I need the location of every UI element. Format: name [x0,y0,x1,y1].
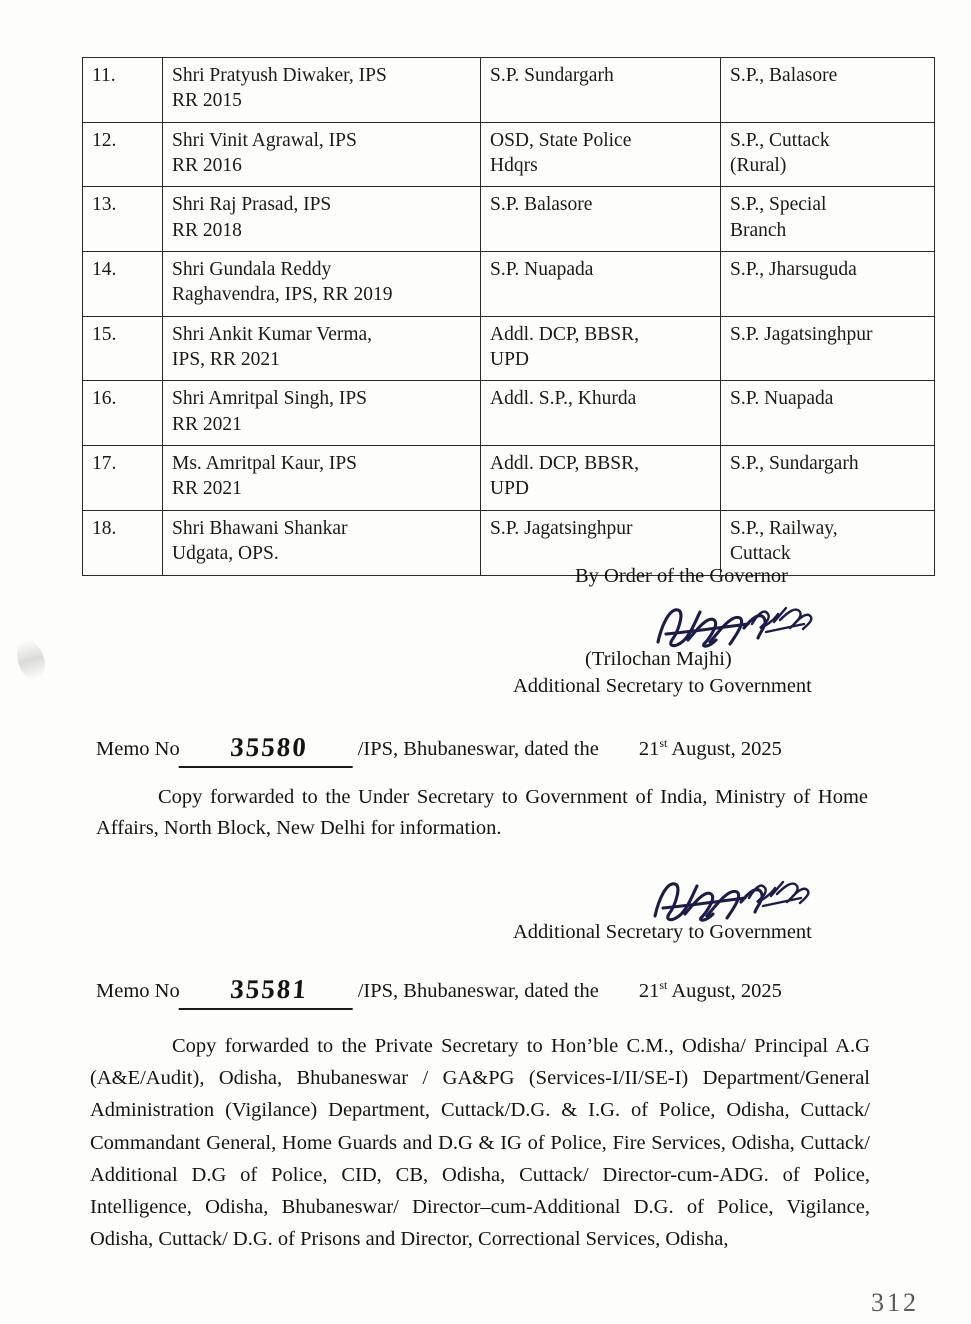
cell-to-line2: Branch [730,219,787,241]
cell-name-line2: RR 2016 [172,155,242,177]
signatory-title: Additional Secretary to Government [513,675,812,697]
cell-sl: 16. [83,381,163,446]
cell-from-line1: S.P. Jagatsinghpur [490,517,633,539]
signatory-name: (Trilochan Majhi) [585,648,732,670]
memo-day-suffix: st [659,978,668,993]
cell-name-line1: Shri Pratyush Diwaker, IPS [172,65,387,86]
cell-present-posting [481,58,721,123]
cell-sl: 17. [83,446,163,511]
cell-name [163,187,481,252]
cell-sl: 11. [83,58,163,123]
cell-new-posting [721,252,935,317]
memo-month-year: August, 2025 [671,980,782,1002]
cell-name-line1: Shri Vinit Agrawal, IPS [172,129,357,151]
memo-day-suffix: st [659,736,668,751]
cell-new-posting [721,316,935,381]
cell-name-line1: Ms. Amritpal Kaur, IPS [172,453,358,475]
cell-present-posting [481,446,721,511]
cell-name-line2: Raghavendra, IPS, RR 2019 [172,284,393,306]
memo-label: Memo No [96,980,180,1002]
cell-to-line1: S.P. Jagatsinghpur [730,323,873,345]
cell-to-line1: S.P., Railway, [730,517,838,539]
cell-present-posting [481,187,721,252]
cell-sl: 14. [83,252,163,317]
cell-new-posting [721,446,935,511]
cell-name [163,316,481,381]
cell-sl: 18. [83,510,163,575]
table-row [83,446,935,511]
cell-to-line2: Cuttack [730,543,791,565]
cell-name-line1: Shri Amritpal Singh, IPS [172,388,368,410]
cell-name [163,381,481,446]
memo-number: 35580 [178,728,355,768]
memo-number: 35581 [178,970,355,1010]
cell-sl: 13. [83,187,163,252]
cell-from-line1: S.P. Nuapada [490,259,594,281]
cell-new-posting [721,58,935,123]
signatory-title-2: Additional Secretary to Government [513,921,812,943]
cell-from-line1: OSD, State Police [490,129,632,151]
cell-name-line1: Shri Ankit Kumar Verma, [172,323,373,345]
memo-date [599,977,782,1006]
officers-table-container [82,57,873,576]
cell-to-line1: S.P., Balasore [730,65,838,86]
cell-name [163,446,481,511]
cell-name-line2: RR 2015 [172,90,242,112]
cell-new-posting [721,122,935,187]
cell-from-line1: Addl. DCP, BBSR, [490,323,640,345]
scan-artifact [12,637,49,683]
table-row [83,510,935,575]
cell-name-line2: RR 2021 [172,413,242,435]
table-row [83,252,935,317]
cell-from-line1: Addl. DCP, BBSR, [490,453,640,475]
table-row [83,381,935,446]
memo-2-body: Copy forwarded to the Private Secretary to Hon’ble C.M., Odisha/ Principal A.G (A&E/Audit), Odisha, Bhubaneswar / GA&PG (Services-I/II/SE-I) Department/General Administration (Vigilance) Department, Cuttack/D.G. & I.G. of Police, Odisha, Cuttack/ Commandant General, Home Guards and D.G & IG of Police, Fire Services, Odisha, Cuttack/ Additional D.G of Police, CID, CB, Odisha, Cuttack/ Director-cum-ADG. of Police, Intelligence, Odisha, Bhubaneswar/ Director–cum-Additional D.G. of Police, Vigilance, Odisha, Cuttack/ D.G. of Prisons and Director, Correctional Services, Odisha, [90,1035,870,1251]
page-number: 312 [871,1288,919,1317]
table-row [83,316,935,381]
cell-to-line1: S.P., Cuttack [730,129,830,151]
cell-name-line2: Udgata, OPS. [172,543,279,565]
cell-new-posting [721,381,935,446]
cell-from-line1: S.P. Sundargarh [490,65,614,86]
by-order-line: By Order of the Governor [575,565,788,587]
table-row [83,58,935,123]
cell-from-line1: Addl. S.P., Khurda [490,388,637,410]
cell-name [163,122,481,187]
cell-sl: 15. [83,316,163,381]
memo-line-1 [96,727,896,767]
memo-date [599,735,782,764]
table-row [83,122,935,187]
cell-name-line2: RR 2018 [172,219,242,241]
cell-from-line2: UPD [490,349,530,371]
cell-present-posting [481,316,721,381]
memo-month-year: August, 2025 [671,738,782,760]
cell-name [163,510,481,575]
cell-from-line2: UPD [490,478,530,500]
table-row [83,187,935,252]
officers-table [82,57,935,576]
cell-new-posting [721,187,935,252]
cell-from-line2: Hdqrs [490,155,538,177]
cell-to-line1: S.P., Special [730,194,827,216]
cell-name [163,252,481,317]
memo-rest: /IPS, Bhubaneswar, dated the [357,980,599,1002]
memo-rest: /IPS, Bhubaneswar, dated the [357,738,599,760]
cell-sl: 12. [83,122,163,187]
cell-name-line1: Shri Gundala Reddy [172,259,332,281]
cell-from-line1: S.P. Balasore [490,194,593,216]
cell-name-line1: Shri Raj Prasad, IPS [172,194,332,216]
cell-present-posting [481,381,721,446]
memo-label: Memo No [96,738,180,760]
cell-name-line2: RR 2021 [172,478,242,500]
cell-name-line1: Shri Bhawani Shankar [172,517,348,539]
memo-day: 21 [638,980,660,1002]
cell-to-line1: S.P., Jharsuguda [730,259,857,281]
cell-name-line2: IPS, RR 2021 [172,349,280,371]
cell-name [163,58,481,123]
cell-to-line1: S.P. Nuapada [730,388,834,410]
cell-to-line1: S.P., Sundargarh [730,453,859,475]
cell-to-line2: (Rural) [730,155,787,177]
cell-present-posting [481,122,721,187]
cell-present-posting [481,252,721,317]
memo-day: 21 [638,738,660,760]
memo-1-body: Copy forwarded to the Under Secretary to Government of India, Ministry of Home Affairs, North Block, New Delhi for information. [96,786,868,840]
memo-line-2 [96,969,896,1009]
officers-table-body [83,58,935,576]
